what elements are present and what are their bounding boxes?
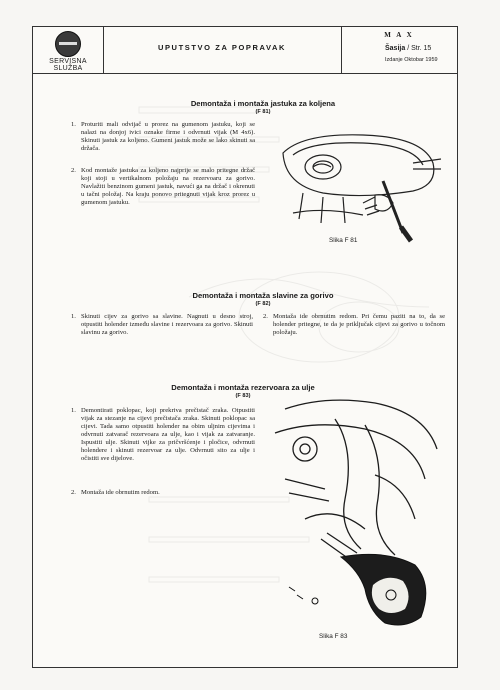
section-figure-ref: (F 81) — [255, 109, 271, 115]
item-text: Skinuti cijev za gorivo sa slavine. Nagnuti u desno stroj, otpustiti holender između slavine i rezervoara za gorivo. Skinuti slavinu za gorivo. — [81, 313, 253, 336]
figure-caption-f83: Slika F 83 — [319, 633, 348, 640]
brand-label: SERVISNA SLUŽBA — [49, 58, 87, 72]
figure-f81-illustration — [263, 123, 453, 243]
item-text: Kod montaže jastuka za koljeno najprije se malo pritegne držač koji stoji u vertikalnom položaju na rezervoaru za gorivo. Navlažiti benzinom gumeni jastuk, navući ga na držač i okrenuti u tačni položaj. Na kraju ponovo pritegnuti vijak kroz prorez u gumenom jastuku. — [81, 167, 255, 206]
page-number — [385, 45, 431, 52]
title-cell — [103, 27, 342, 73]
item-number: 1. — [71, 121, 76, 128]
list-item — [71, 167, 255, 247]
page-suffix: / Str. 15 — [405, 45, 432, 52]
page-frame — [32, 26, 458, 668]
item-number: 2. — [71, 489, 76, 496]
page-header — [33, 27, 457, 74]
section-figure-ref: (F 82) — [255, 301, 271, 307]
section-title-oil-tank: Demontaža i montaža rezervoara za ulje — [171, 383, 315, 392]
list-item — [263, 313, 445, 345]
manual-title: UPUTSTVO ZA POPRAVAK — [157, 43, 287, 52]
item-number: 2. — [263, 313, 268, 320]
section-title-knee-pad: Demontaža i montaža jastuka za koljena — [190, 99, 336, 108]
item-text: Demontirati poklopac, koji prekriva prečistač zraka. Otpustiti vijak za stezanje na cijevi prečistača zraka. Skinuti poklopac sa cijevi. Tada samo otpustiti holender na obim uljnim cijevima i odvrnuti zatvarač rezervoara za ulje, kao i vijak za zatvaranje. Ispustiti ulje. Skinuti vijke za pričvršćenje i pločice, odvrnuti holendere i skinuti rezervoar za ulje. Odvrnuti sito za ulje i očistiti sve dijelove. — [81, 407, 255, 462]
list-item — [71, 313, 253, 345]
item-number: 1. — [71, 313, 76, 320]
figure-f83-illustration — [265, 389, 449, 629]
list-item — [71, 121, 255, 169]
info-cell — [341, 27, 457, 73]
item-text: Montaža ide obrnutim redom. Pri čemu paziti na to, da se holender pritegne, te da je priključak cijevi za gorivo u točnom položaju. — [273, 313, 445, 336]
item-text: Proturiti mali odvijač u prorez na gumenom jastuku, koji se nalazi na donjoj ivici oznake firme i odvrnuti vijak (M 4x6). Skinuti jastuk za koljeno. Gumeni jastuk može se lako skinuti sa držača. — [81, 121, 255, 152]
figure-caption-f81: Slika F 81 — [329, 237, 358, 244]
item-text: Montaža ide obrnutim redom. — [81, 489, 160, 496]
page-section: Šasija — [385, 45, 406, 52]
brand-cell — [33, 27, 104, 73]
list-item — [71, 489, 255, 499]
section-title-fuel-tap: Demontaža i montaža slavine za gorivo — [192, 291, 334, 300]
section-figure-ref: (F 83) — [235, 393, 251, 399]
company-logo-icon — [55, 31, 81, 57]
item-number: 2. — [71, 167, 76, 174]
item-number: 1. — [71, 407, 76, 414]
edition-label: Izdanje Oktobar 1959 — [385, 57, 438, 63]
model-name: M A X — [384, 31, 414, 39]
list-item — [71, 407, 255, 487]
